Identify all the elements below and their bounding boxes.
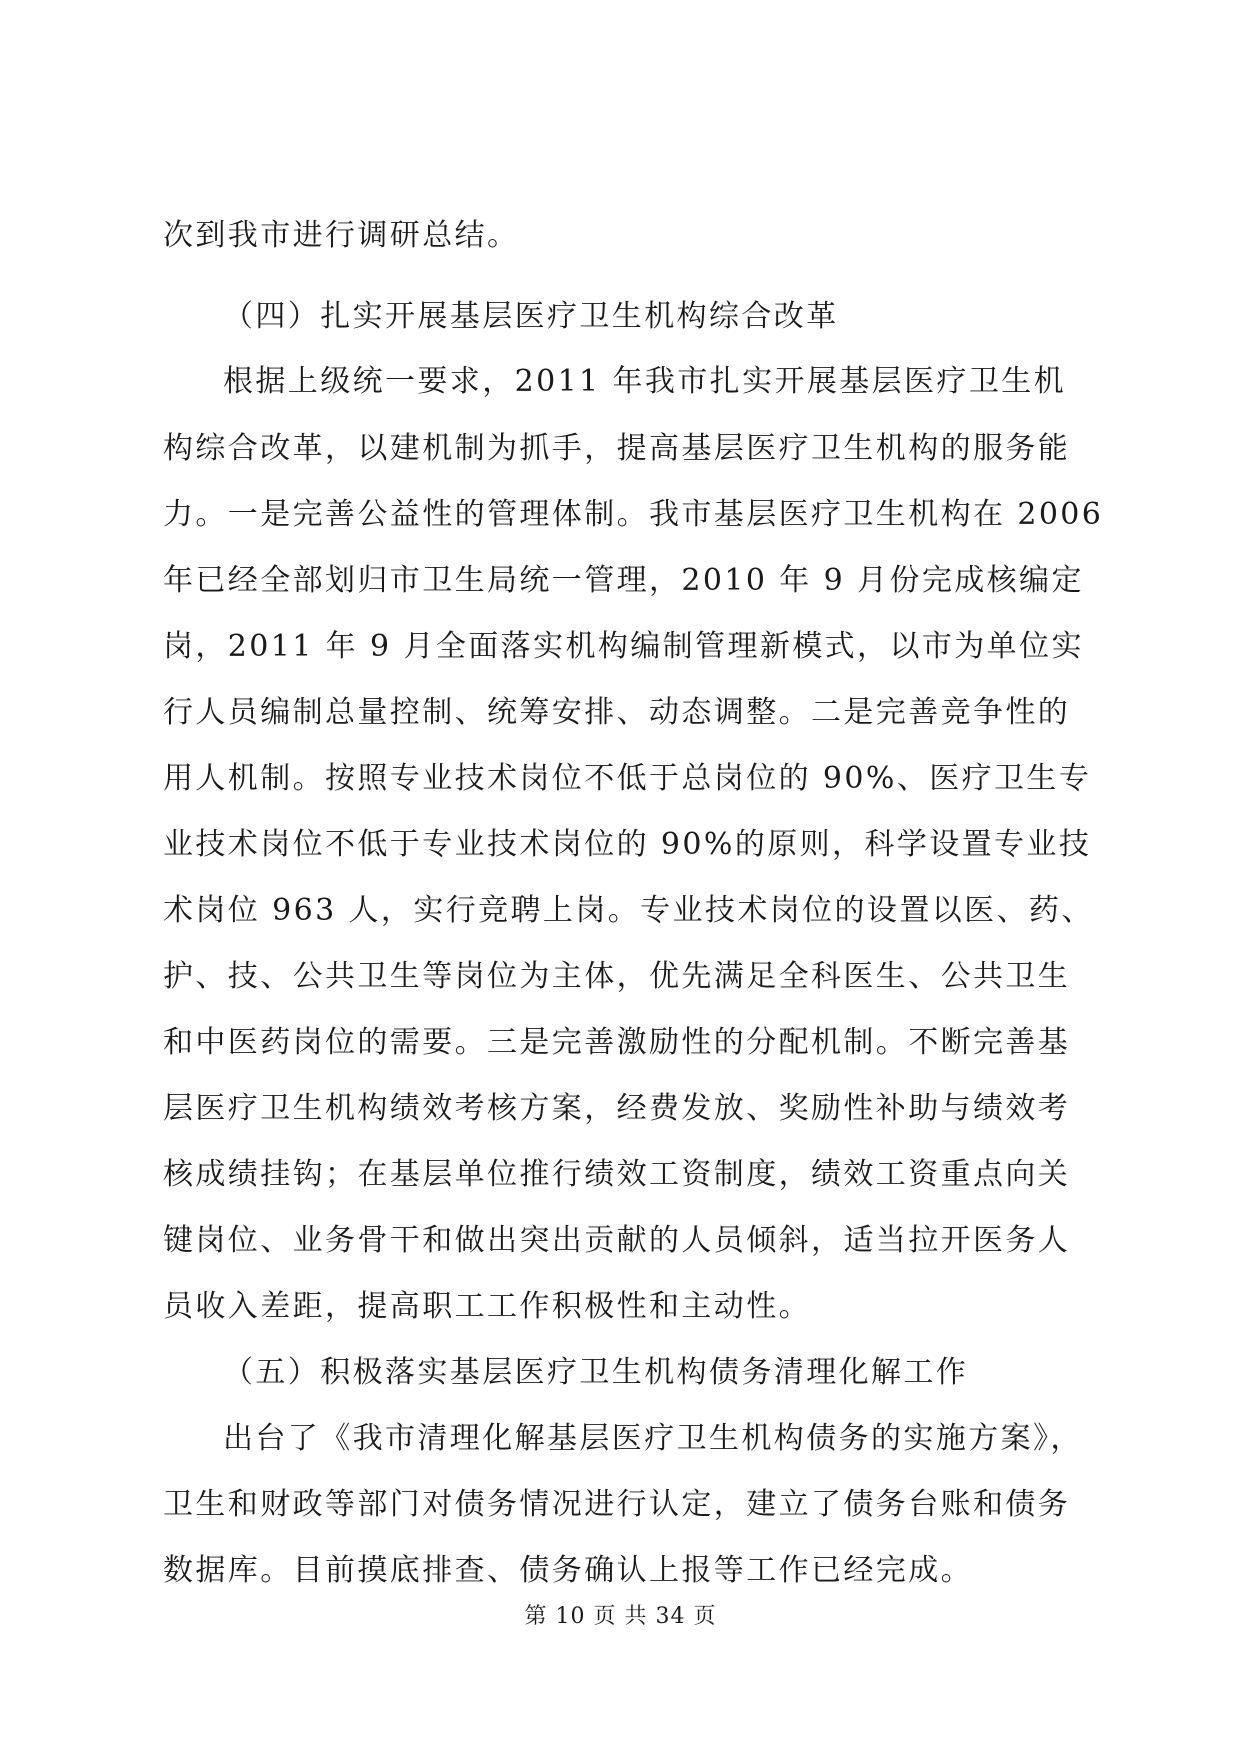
section-heading: （四）扎实开展基层医疗卫生机构综合改革 — [223, 299, 839, 334]
body-line: 员收入差距，提高职工工作积极性和主动性。 — [163, 1289, 811, 1324]
body-line: 行人员编制总量控制、统筹安排、动态调整。二是完善竞争性的 — [163, 695, 1071, 730]
body-line: 力。一是完善公益性的管理体制。我市基层医疗卫生机构在 2006 — [163, 497, 1104, 532]
body-line: 用人机制。按照专业技术岗位不低于总岗位的 90%、医疗卫生专 — [163, 761, 1092, 796]
body-line: 卫生和财政等部门对债务情况进行认定，建立了债务台账和债务 — [163, 1487, 1071, 1522]
body-line: 数据库。目前摸底排查、债务确认上报等工作已经完成。 — [163, 1553, 973, 1588]
paragraph-first-line: 出台了《我市清理化解基层医疗卫生机构债务的实施方案》， — [223, 1421, 1083, 1456]
body-line: 术岗位 963 人，实行竞聘上岗。专业技术岗位的设置以医、药、 — [163, 893, 1094, 928]
body-line: 构综合改革，以建机制为抓手，提高基层医疗卫生机构的服务能 — [163, 431, 1071, 466]
page-footer: 第 10 页 共 34 页 — [524, 1604, 717, 1629]
body-line: 键岗位、业务骨干和做出突出贡献的人员倾斜，适当拉开医务人 — [163, 1223, 1071, 1258]
body-line: 业技术岗位不低于专业技术岗位的 90%的原则，科学设置专业技 — [163, 827, 1092, 862]
body-line: 岗，2011 年 9 月全面落实机构编制管理新模式，以市为单位实 — [163, 629, 1084, 664]
section-heading: （五）积极落实基层医疗卫生机构债务清理化解工作 — [223, 1355, 969, 1390]
paragraph-first-line: 根据上级统一要求，2011 年我市扎实开展基层医疗卫生机 — [223, 364, 1067, 399]
body-line: 核成绩挂钩；在基层单位推行绩效工资制度，绩效工资重点向关 — [163, 1157, 1071, 1192]
body-line: 层医疗卫生机构绩效考核方案，经费发放、奖励性补助与绩效考 — [163, 1091, 1071, 1126]
body-line: 和中医药岗位的需要。三是完善激励性的分配机制。不断完善基 — [163, 1025, 1071, 1060]
body-line: 次到我市进行调研总结。 — [163, 218, 520, 253]
body-line: 护、技、公共卫生等岗位为主体，优先满足全科医生、公共卫生 — [163, 959, 1071, 994]
body-line: 年已经全部划归市卫生局统一管理，2010 年 9 月份完成核编定 — [163, 563, 1084, 598]
